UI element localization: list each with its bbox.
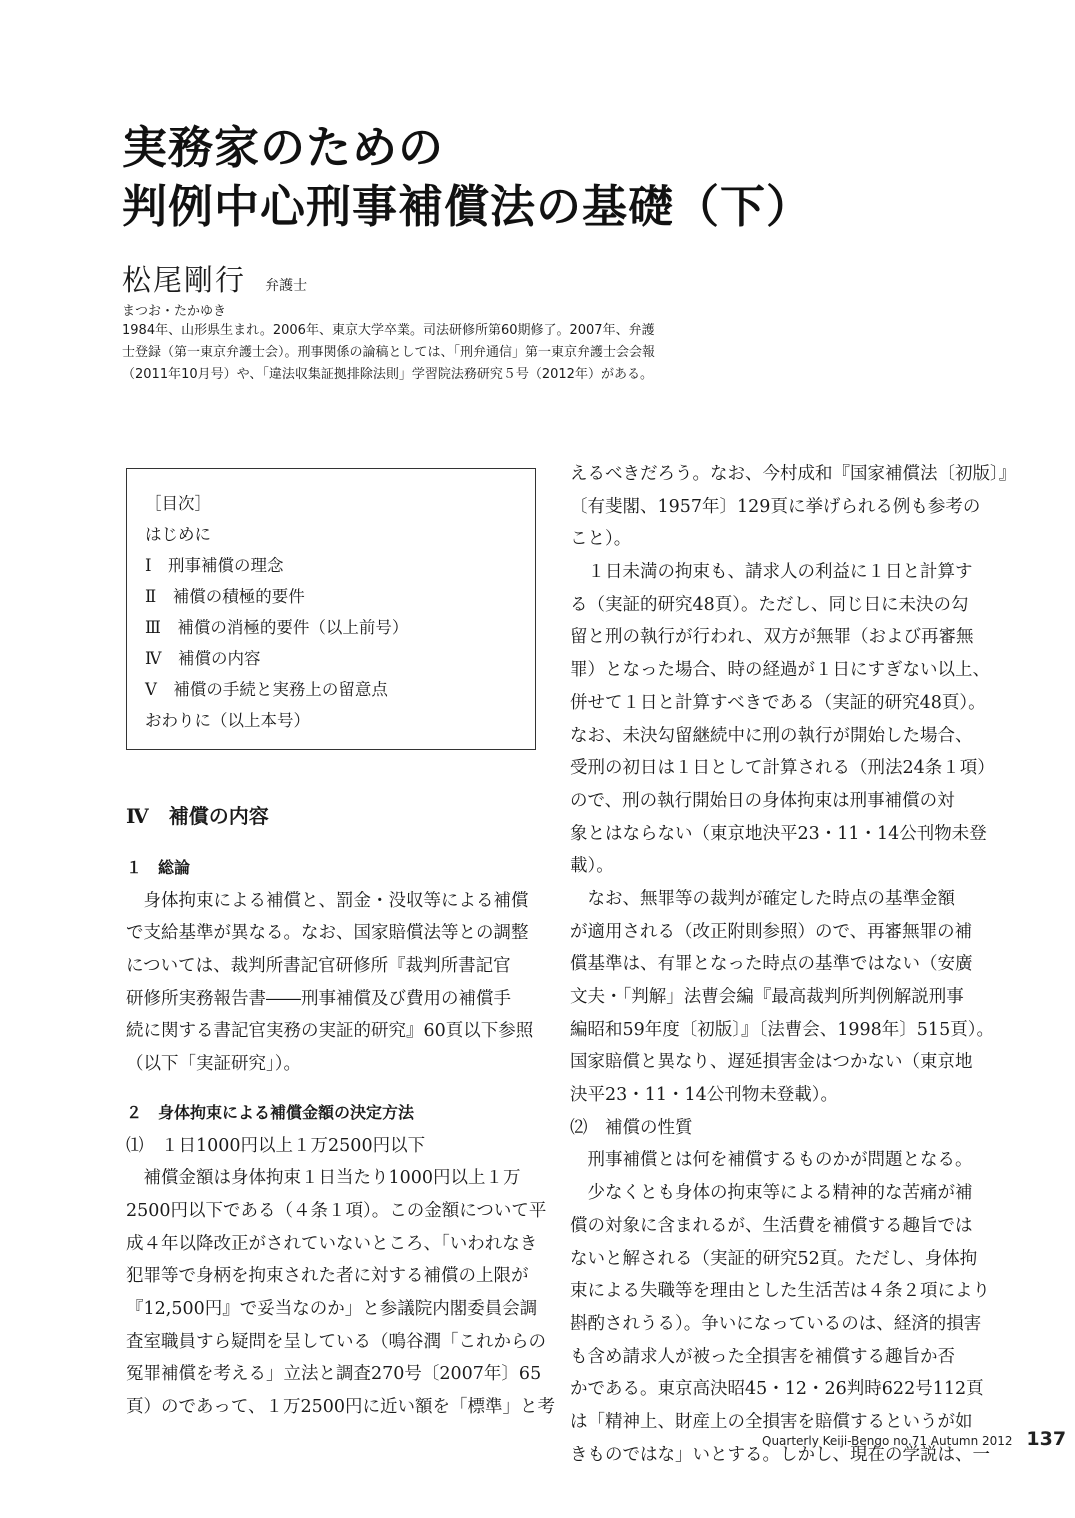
body-line: １日未満の拘束も、請求人の利益に１日と計算す <box>570 562 973 583</box>
body-line: 研修所実務報告書――刑事補償及び費用の補償手 <box>126 988 511 1009</box>
item-heading: ⑴ １日1000円以上１万2500円以下 <box>126 1135 426 1156</box>
body-line: ないと解される（実証的研究52頁。ただし、身体拘 <box>570 1248 978 1269</box>
title-line-1: 実務家のための <box>122 121 445 174</box>
body-line: 決平23・11・14公刊物未登載）。 <box>570 1085 839 1106</box>
body-line: なお、未決勾留継続中に刑の執行が開始した場合、 <box>570 725 973 746</box>
body-line: 文夫・「判解」法曹会編『最高裁判所判例解説刑事 <box>570 987 964 1007</box>
subsection-heading: ２ 身体拘束による補償金額の決定方法 <box>126 1102 415 1122</box>
body-line: 留と刑の執行が行われ、双方が無罪（および再審無 <box>570 627 974 648</box>
body-line: 査室職員すら疑問を呈している（鳴谷潤「これからの <box>126 1331 546 1352</box>
toc-heading: ［目次］ <box>145 494 211 513</box>
body-line: 象とはならない（東京地決平23・11・14公刊物未登 <box>570 823 987 844</box>
body-line: 成４年以降改正がされていないところ、「いわれなき <box>126 1233 538 1254</box>
page-number: 137 <box>1026 1428 1067 1450</box>
body-line: 斟酌されうる）。争いになっているのは、経済的損害 <box>570 1313 982 1334</box>
article-title <box>122 118 812 236</box>
subsection-heading: １ 総論 <box>126 858 191 877</box>
title-line-2: 判例中心刑事補償法の基礎（下） <box>122 180 813 233</box>
bio-line: （2011年10月号）や、「違法収集証拠排除法則」学習院法務研究５号（2012年）がある。 <box>122 367 653 382</box>
body-line: 罪）となった場合、時の経過が１日にすぎない以上、 <box>570 660 990 681</box>
author-bio <box>122 320 682 386</box>
toc-item: Ⅱ 補償の積極的要件 <box>145 587 305 606</box>
body-line: が適用される（改正附則参照）ので、再審無罪の補 <box>570 921 973 942</box>
body-line: 身体拘束による補償と、罰金・没収等による補償 <box>126 890 529 911</box>
body-line: 補償金額は身体拘束１日当たり1000円以上１万 <box>126 1168 521 1189</box>
body-line: 償基準は、有罪となった時点の基準ではない（安廣 <box>570 954 973 975</box>
body-line: 2500円以下である（４条１項）。この金額について平 <box>126 1200 547 1221</box>
body-line: 冤罪補償を考える」立法と調査270号〔2007年〕65 <box>126 1364 542 1385</box>
body-line: なお、無罪等の裁判が確定した時点の基準金額 <box>570 888 955 909</box>
body-line: きものではな」いとする。しかし、現在の学説は、一 <box>570 1444 990 1465</box>
author-role: 弁護士 <box>265 278 308 294</box>
toc-item: おわりに（以上本号） <box>145 711 310 730</box>
body-line: 償の対象に含まれるが、生活費を補償する趣旨では <box>570 1215 973 1236</box>
body-line: については、裁判所書記官研修所『裁判所書記官 <box>126 956 511 977</box>
journal-name: Quarterly Keiji-Bengo no.71 Autumn 2012 <box>762 1434 1013 1448</box>
body-line: ので、刑の執行開始日の身体拘束は刑事補償の対 <box>570 790 955 811</box>
page-footer <box>762 1428 1066 1450</box>
body-line: かである。東京高決昭45・12・26判時622号112頁 <box>570 1379 984 1400</box>
item-heading: ⑵ 補償の性質 <box>570 1117 693 1138</box>
author-block <box>122 258 307 299</box>
body-line: 続に関する書記官実務の実証的研究』60頁以下参照 <box>126 1021 534 1042</box>
body-line: 頁）のであって、１万2500円に近い額を「標準」と考 <box>126 1397 556 1417</box>
body-line: 刑事補償とは何を補償するものかが問題となる。 <box>570 1150 973 1171</box>
body-line: （以下「実証研究」）。 <box>126 1054 301 1075</box>
right-column <box>570 458 1017 1471</box>
body-line: 国家賠償と異なり、遅延損害金はつかない（東京地 <box>570 1052 973 1073</box>
body-line: で支給基準が異なる。なお、国家賠償法等との調整 <box>126 923 529 944</box>
body-line: 載）。 <box>570 856 614 877</box>
body-line: は「精神上、財産上の全損害を賠償するというが如 <box>570 1411 973 1432</box>
table-of-contents <box>126 468 536 750</box>
bio-line: 1984年、山形県生まれ。2006年、東京大学卒業。司法研修所第60期修了。2007年、弁護 <box>122 323 655 338</box>
toc-item: はじめに <box>145 525 211 544</box>
body-line: 束による失職等を理由とした生活苦は４条２項により <box>570 1281 990 1302</box>
author-name: 松尾剛行 <box>122 263 247 297</box>
body-line: 『12,500円』で妥当なのか」と参議院内閣委員会調 <box>126 1298 538 1319</box>
body-line: 〔有斐閣、1957年〕129頁に挙げられる例も参考の <box>570 496 981 517</box>
section-heading: Ⅳ 補償の内容 <box>126 804 269 828</box>
toc-item: Ⅴ 補償の手続と実務上の留意点 <box>145 680 388 699</box>
body-line: 編昭和59年度〔初版〕』〔法曹会、1998年〕515頁）。 <box>570 1019 994 1040</box>
body-line: えるべきだろう。なお、今村成和『国家補償法〔初版〕』 <box>570 464 1017 484</box>
body-line: 併せて１日と計算すべきである（実証的研究48頁）。 <box>570 692 986 713</box>
bio-line: 士登録（第一東京弁護士会）。刑事関係の論稿としては、「刑弁通信」第一東京弁護士会会報 <box>122 345 656 360</box>
toc-item: Ⅲ 補償の消極的要件（以上前号） <box>145 618 409 637</box>
body-line: 少なくとも身体の拘束等による精神的な苦痛が補 <box>570 1183 973 1204</box>
body-line: る（実証的研究48頁）。ただし、同じ日に未決の勾 <box>570 594 969 615</box>
left-column <box>126 796 556 1424</box>
toc-item: Ⅳ 補償の内容 <box>145 649 261 668</box>
toc-item: Ⅰ 刑事補償の理念 <box>145 556 284 575</box>
body-line: こと）。 <box>570 529 632 550</box>
author-kana: まつお・たかゆき <box>122 304 227 319</box>
body-line: も含め請求人が被った全損害を補償する趣旨か否 <box>570 1346 955 1367</box>
body-line: 犯罪等で身柄を拘束された者に対する補償の上限が <box>126 1266 529 1287</box>
body-line: 受刑の初日は１日として計算される（刑法24条１項） <box>570 758 995 779</box>
